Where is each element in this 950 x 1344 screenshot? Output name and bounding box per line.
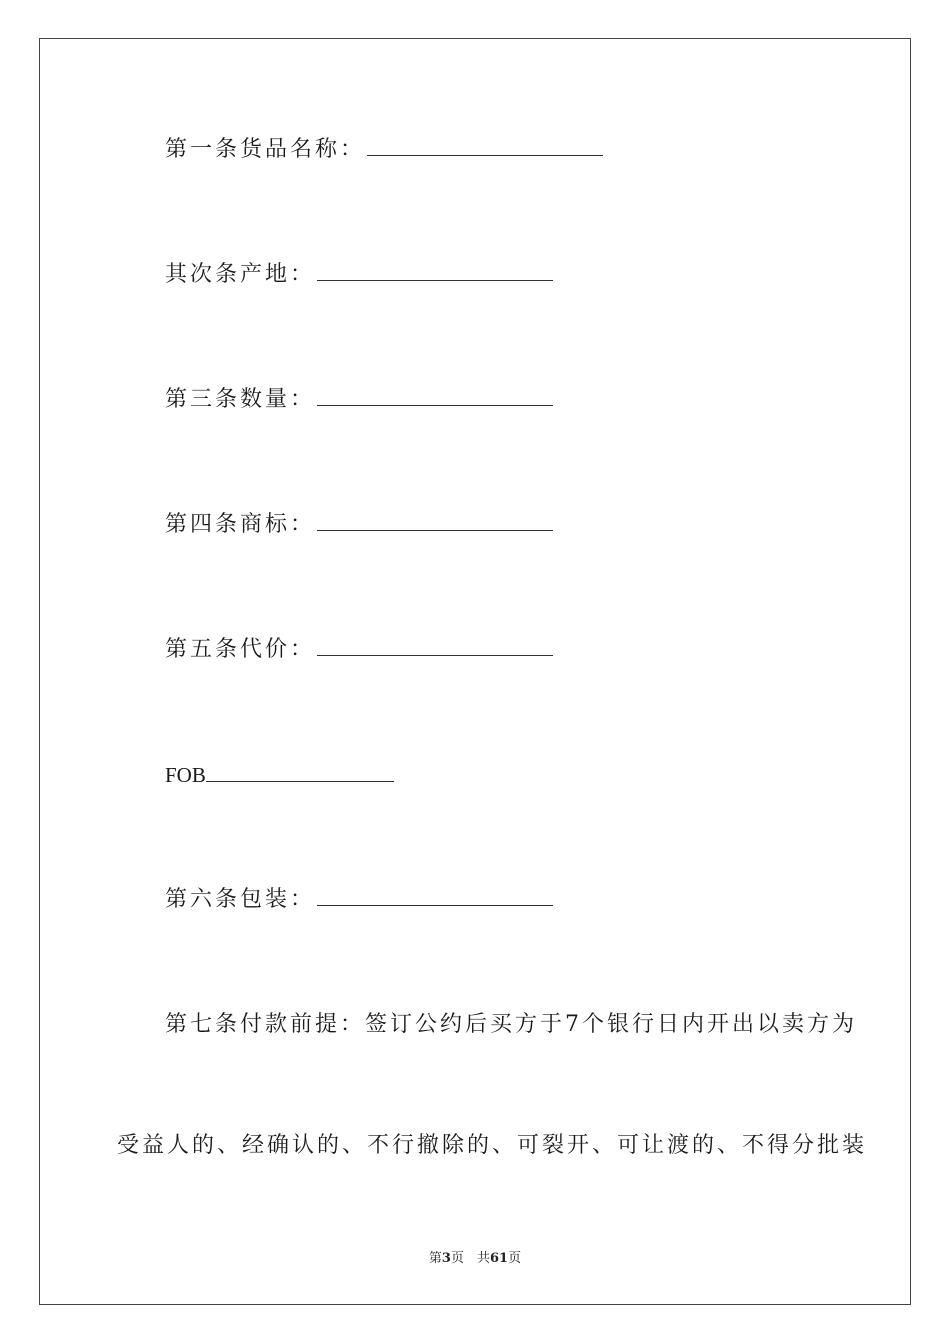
footer-total-pages: 61 <box>489 1251 509 1266</box>
clause-payment-line2: 受益人的、经确认的、不行撤除的、可裂开、可让渡的、不得分批装 <box>117 1133 868 1158</box>
clause-quantity <box>165 385 553 415</box>
fob-line <box>165 760 394 791</box>
price-blank <box>317 637 553 656</box>
clause-quantity-label: 第三条数量： <box>165 387 316 412</box>
clause-origin <box>165 260 553 290</box>
trademark-blank <box>317 512 553 531</box>
clause-packing <box>165 885 553 915</box>
clause-trademark-label: 第四条商标： <box>165 512 316 537</box>
clause-payment-line1: 第七条付款前提：签订公约后买方于7个银行日内开出以卖方为 <box>165 1012 857 1037</box>
footer-suffix: 页 <box>508 1251 522 1266</box>
clause-goods-name-label: 第一条货品名称： <box>165 137 366 162</box>
clause-origin-label: 其次条产地： <box>165 262 316 287</box>
clause-packing-label: 第六条包装： <box>165 887 316 912</box>
packing-blank <box>317 887 553 906</box>
page-border <box>39 38 911 1305</box>
footer-mid: 页 共 <box>450 1251 490 1266</box>
page-footer <box>0 1247 950 1266</box>
goods-name-blank <box>367 137 603 156</box>
footer-page-number: 3 <box>441 1251 451 1266</box>
fob-blank <box>206 763 394 782</box>
clause-price-label: 第五条代价： <box>165 637 316 662</box>
origin-blank <box>317 262 553 281</box>
quantity-blank <box>317 387 553 406</box>
footer-prefix: 第 <box>428 1251 442 1266</box>
clause-price <box>165 635 553 665</box>
fob-label: FOB <box>165 763 206 787</box>
clause-trademark <box>165 510 553 540</box>
clause-goods-name <box>165 135 603 165</box>
